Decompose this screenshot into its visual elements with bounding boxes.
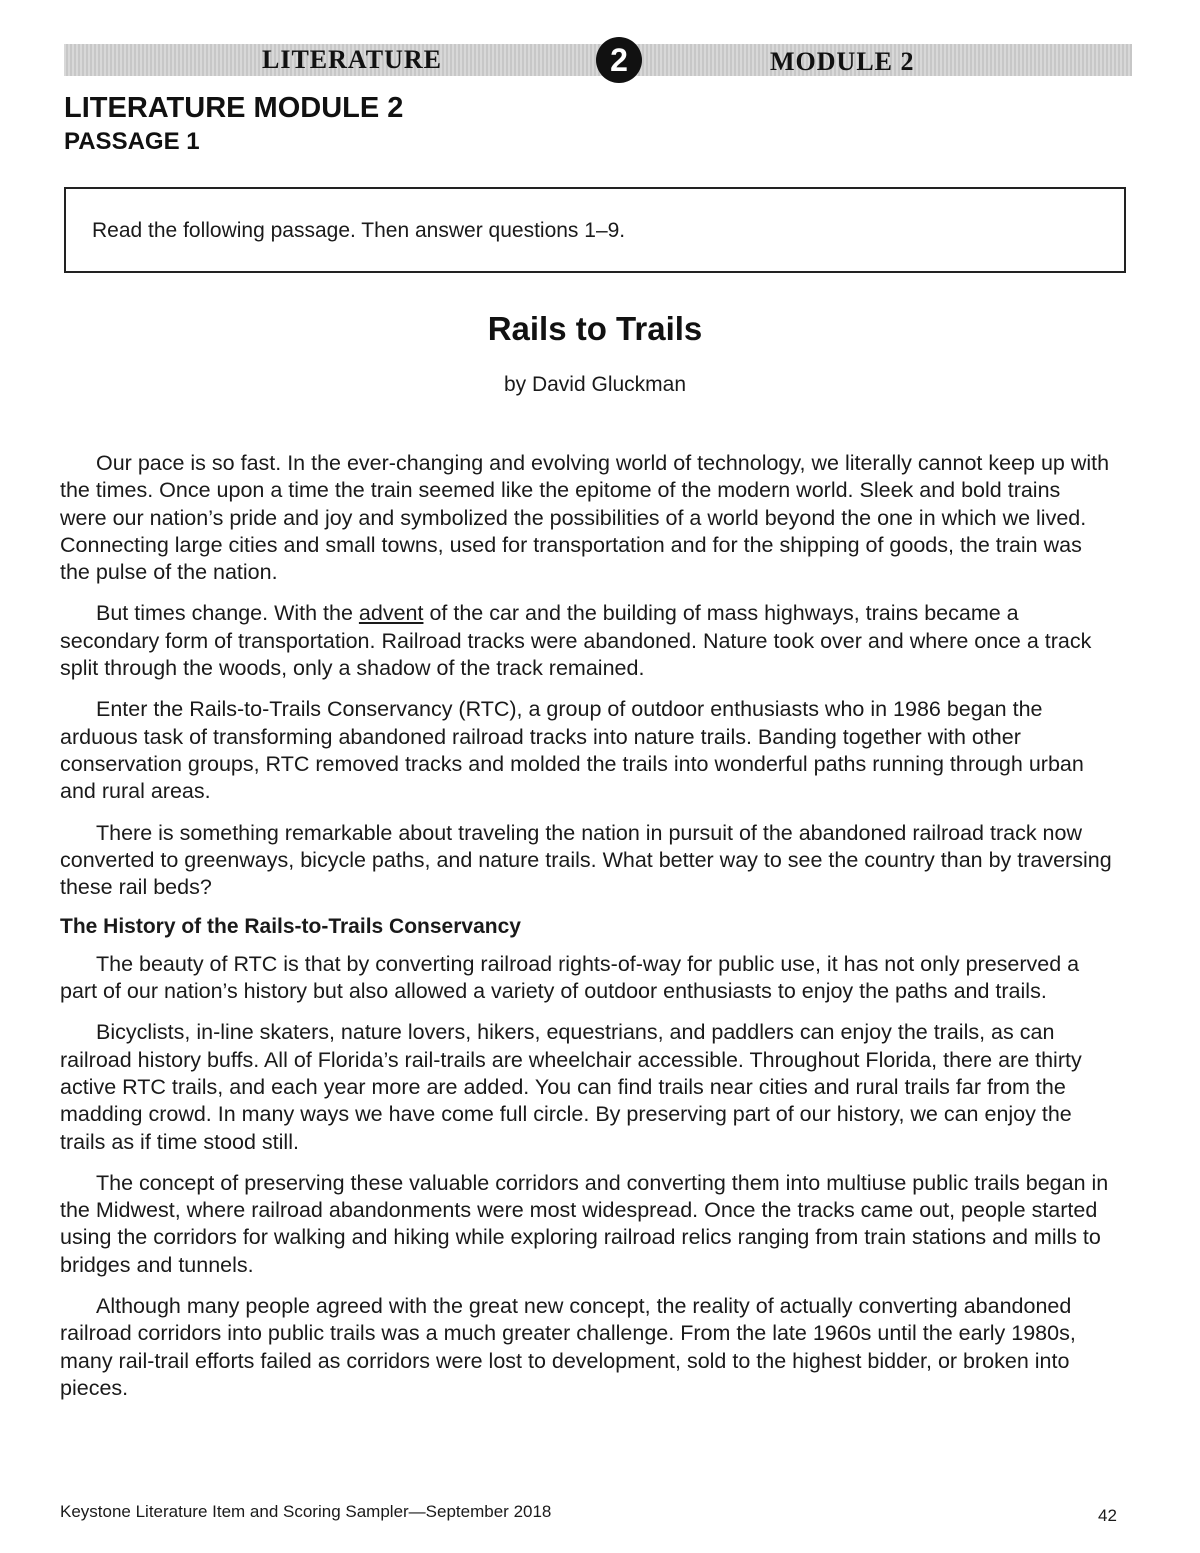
passage-label: PASSAGE 1 [64, 128, 200, 155]
module-title: LITERATURE MODULE 2 [64, 92, 404, 124]
instruction-box [64, 187, 1126, 273]
module-number-badge: 2 [596, 37, 642, 83]
paragraph-1: Our pace is so fast. In the ever-changing and evolving world of technology, we literally cannot keep up with the times. Once upon a time the train seemed like the epitome of the modern world. Sleek and bold trains were our nation’s pride and joy and symbolized the possibilities of a world beyond the one in which we lived. Connecting large cities and small towns, used for transportation and for the shipping of goods, the train was the pulse of the nation. [60, 451, 1110, 585]
paragraph-8: Although many people agreed with the great new concept, the reality of actually converting abandoned railroad corridors into public trails was a much greater challenge. From the late 1960s until the early 1980s, many rail-trail efforts failed as corridors were lost to development, sold to the highest bidder, or broken into pieces. [60, 1294, 1076, 1400]
paragraph-2-start: But times change. With the [96, 601, 359, 626]
paragraph-2 [60, 600, 1112, 682]
instruction-text: Read the following passage. Then answer questions 1–9. [92, 219, 626, 242]
header-module-label: MODULE 2 [770, 47, 915, 76]
header-subject-label: LITERATURE [262, 45, 443, 74]
paragraph-7: The concept of preserving these valuable corridors and converting them into multiuse public trails began in the Midwest, where railroad abandonments were most widespread. Once the tracks came out, people started using the corridors for walking and hiking while exploring railroad relics ranging from train stations and mills to bridges and tunnels. [60, 1170, 1109, 1277]
underlined-vocabulary-word: advent [358, 601, 424, 626]
article-title: Rails to Trails [487, 310, 703, 347]
footer-source: Keystone Literature Item and Scoring Sampler—September 2018 [60, 1502, 552, 1521]
page-number: 42 [1098, 1506, 1117, 1525]
section-heading: The History of the Rails-to-Trails Conservancy [60, 915, 521, 939]
paragraph-3: Enter the Rails-to-Trails Conservancy (RTC), a group of outdoor enthusiasts who in 1986 began the arduous task of transforming abandoned railroad tracks into nature trails. Banding together with other conservation groups, RTC removed tracks and molded the trails into wonderful paths running through urban and rural areas. [60, 697, 1084, 804]
article-body [60, 450, 1112, 1416]
paragraph-5: The beauty of RTC is that by converting railroad rights-of-way for public use, it has not only preserved a part of our nation’s history but also allowed a variety of outdoor enthusiasts to enjoy the paths and trails. [60, 951, 1080, 1004]
paragraph-4: There is something remarkable about traveling the nation in pursuit of the abandoned railroad track now converted to greenways, bicycle paths, and nature trails. What better way to see the country than by traversing these rail beds? [60, 820, 1112, 900]
paragraph-2-end: of the car and the building of mass highways, trains became a secondary form of transportation. Railroad tracks were abandoned. Nature took over and where once a track split through the woods, only a shadow of the track remained. [60, 601, 1092, 681]
article-byline: by David Gluckman [503, 373, 687, 396]
paragraph-6: Bicyclists, in-line skaters, nature lovers, hikers, equestrians, and paddlers can enjoy the trails, as can railroad history buffs. All of Florida’s rail-trails are wheelchair accessible. Throughout Florida, there are thirty active RTC trails, and each year more are added. You can find trails near cities and rural trails far from the madding crowd. In many ways we have come full circle. By preserving part of our history, we can enjoy the trails as if time stood still. [60, 1020, 1082, 1154]
